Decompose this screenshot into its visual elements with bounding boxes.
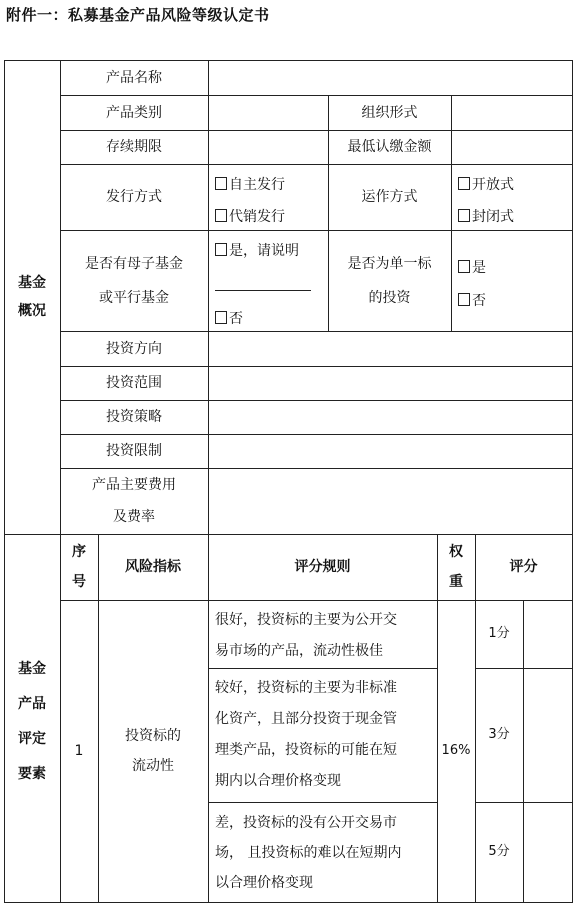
label-invest-limit: 投资限制 [106,443,162,459]
field-duration[interactable] [209,131,328,164]
checkbox-icon [215,209,227,222]
rule-1-score-input[interactable] [524,601,572,668]
row-weight: 16% [441,743,471,758]
label-single-target: 是否为单一标 的投资 [347,255,432,306]
field-product-category[interactable] [209,96,328,130]
option-parent-no[interactable]: 否 [215,308,243,328]
label-invest-direction: 投资方向 [106,340,162,357]
rule-1-score: 1分 [488,626,510,641]
field-invest-strategy[interactable] [209,401,572,434]
checkbox-icon [215,177,227,190]
checkbox-icon [458,177,470,190]
header-seq: 序 号 [72,544,86,590]
label-org-form: 组织形式 [361,104,418,121]
field-fees[interactable] [209,469,572,534]
label-min-subscription: 最低认缴金额 [347,139,432,155]
label-duration: 存续期限 [106,139,162,155]
parent-explain-underline[interactable] [215,290,311,291]
label-operation-method: 运作方式 [361,189,418,205]
label-invest-scope: 投资范围 [106,375,162,391]
field-invest-limit[interactable] [209,435,572,468]
field-product-name[interactable] [209,61,572,95]
rule-3-score: 5分 [488,844,510,859]
option-closed-ended[interactable]: 封闭式 [458,206,514,226]
option-agent-issue[interactable]: 代销发行 [215,206,285,226]
section-label-rating: 基金 产品 评定 要素 [18,661,46,782]
label-fees: 产品主要费用 及费率 [92,477,176,525]
row-indicator: 投资标的 流动性 [125,728,181,774]
label-product-name: 产品名称 [106,69,162,86]
checkbox-icon [458,209,470,222]
option-parent-yes[interactable]: 是，请说明 [215,240,299,260]
rule-3-text: 差，投资标的没有公开交易市 场， 且投资标的难以在短期内 以合理价格变现 [215,815,402,891]
rule-3-score-input[interactable] [524,803,572,902]
label-issue-method: 发行方式 [106,189,162,205]
checkbox-icon [215,243,227,256]
label-invest-strategy: 投资策略 [106,409,162,425]
field-invest-scope[interactable] [209,367,572,400]
label-parent-fund: 是否有母子基金 或平行基金 [85,255,183,306]
row-seq: 1 [74,743,84,759]
option-single-yes[interactable]: 是 [458,257,486,277]
header-indicator: 风险指标 [125,559,181,575]
checkbox-icon [458,260,470,273]
rule-2-score: 3分 [488,727,510,742]
option-single-no[interactable]: 否 [458,290,486,310]
rule-2-text: 较好，投资标的主要为非标准 化资产，且部分投资于现金管 理类产品，投资标的可能在短 期内以合理价格变现 [215,680,397,789]
header-score: 评分 [509,559,538,575]
label-product-category: 产品类别 [106,104,162,121]
rule-1-text: 很好，投资标的主要为公开交 易市场的产品，流动性极佳 [215,612,397,659]
option-open-ended[interactable]: 开放式 [458,174,514,194]
option-self-issue[interactable]: 自主发行 [215,174,285,194]
field-min-subscription[interactable] [452,131,572,164]
document-title: 附件一：私募基金产品风险等级认定书 [6,6,270,24]
field-invest-direction[interactable] [209,332,572,366]
section-label-fund-overview: 基金 概况 [18,275,46,319]
checkbox-icon [458,293,470,306]
field-org-form[interactable] [452,96,572,130]
header-weight: 权 重 [449,544,463,590]
rule-2-score-input[interactable] [524,669,572,802]
checkbox-icon [215,311,227,324]
header-rule: 评分规则 [294,559,351,575]
